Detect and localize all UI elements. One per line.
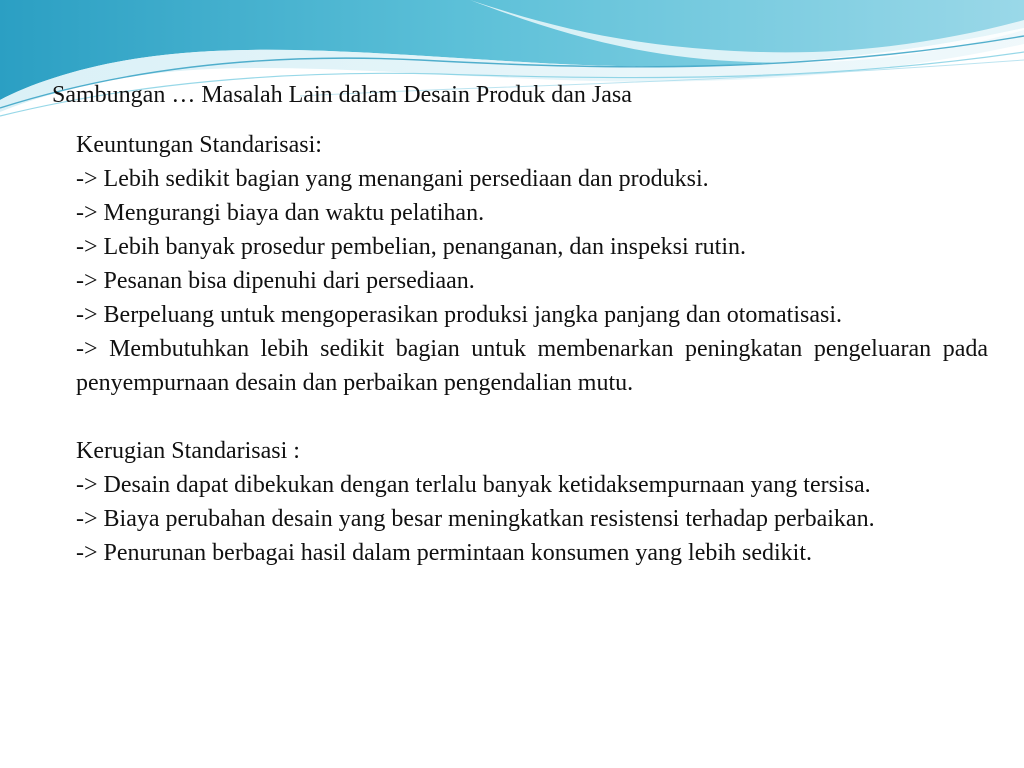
list-item: -> Desain dapat dibekukan dengan terlalu banyak ketidaksempurnaan yang tersisa. (76, 472, 871, 498)
list-item: -> Biaya perubahan desain yang besar meningkatkan resistensi terhadap perbaikan. (76, 506, 875, 532)
list-item: -> Berpeluang untuk mengoperasikan produksi jangka panjang dan otomatisasi. (76, 302, 843, 328)
disadvantages-heading: Kerugian Standarisasi : (76, 438, 300, 464)
advantages-list (76, 162, 988, 400)
slide-content (76, 128, 988, 570)
section-spacer (76, 400, 988, 434)
list-item: -> Membutuhkan lebih sedikit bagian untuk membenarkan peningkatan pengeluaran pada penyempurnaan desain dan perbaikan pengendalian mutu. (76, 336, 988, 396)
list-item: -> Pesanan bisa dipenuhi dari persediaan. (76, 268, 475, 294)
list-item: -> Penurunan berbagai hasil dalam permintaan konsumen yang lebih sedikit. (76, 540, 813, 566)
disadvantages-list (76, 468, 988, 570)
list-item: -> Mengurangi biaya dan waktu pelatihan. (76, 200, 485, 226)
list-item: -> Lebih banyak prosedur pembelian, penanganan, dan inspeksi rutin. (76, 234, 747, 260)
disadvantages-section (76, 434, 988, 570)
slide-title: Sambungan … Masalah Lain dalam Desain Produk dan Jasa (52, 82, 632, 108)
list-item: -> Lebih sedikit bagian yang menangani persediaan dan produksi. (76, 166, 709, 192)
advantages-heading: Keuntungan Standarisasi: (76, 132, 322, 158)
advantages-section (76, 128, 988, 400)
